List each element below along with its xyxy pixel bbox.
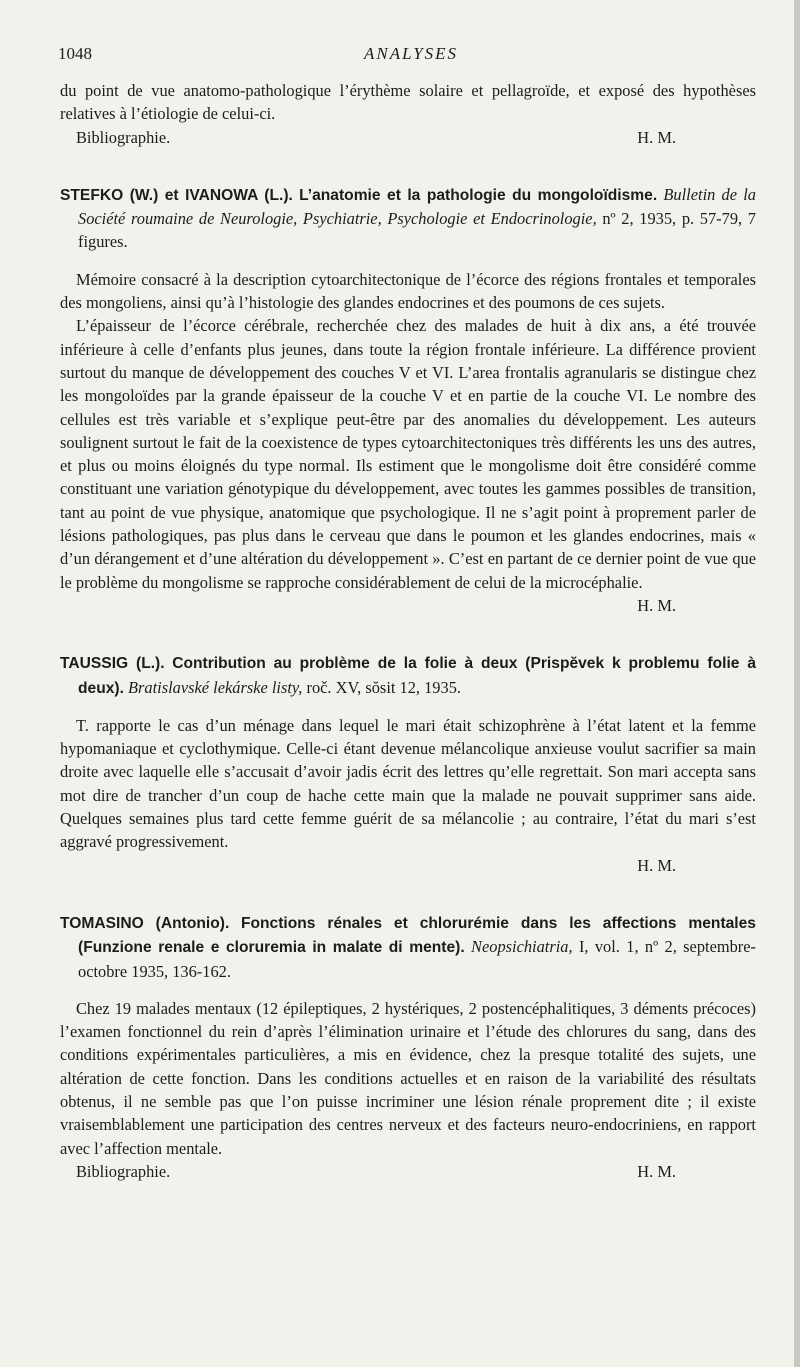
entry-heading xyxy=(60,651,756,700)
entry-signature-line xyxy=(60,594,756,617)
entry-paragraph: Chez 19 malades mentaux (12 épileptiques, 2 hystériques, 2 postencéphalitiques, 3 déments précoces) l’examen fonctionnel du rein d’après l’élimination urinaire et l’étude des chlorures du sang, dans des conditions expérimentales particulières, a mis en évidence, chez la presque totalité des sujets, une altération de cette fonction. Dans les conditions actuelles et en raison de la variabilité des résultats obtenus, il ne semble pas que l’on puisse incriminer une lésion rénale proprement dite ; il existe vraisemblablement une participation des centres nerveux et des facteurs neuro-endocriniens, en rapport avec l’affection mentale. xyxy=(60,998,756,1158)
intro-signature: H. M. xyxy=(637,127,676,147)
running-head: ANALYSES xyxy=(363,44,459,63)
entry-title: Contribution au problème de la folie à deux (Prispĕvek k problemu folie à deux). xyxy=(78,655,757,697)
entry-title: Fonctions rénales et chlorurémie dans les affections mentales (Funzione renale e cloruremia in malate di mente). xyxy=(78,914,756,957)
entry-signature: H. M. xyxy=(637,1161,676,1181)
intro-signature-line xyxy=(60,126,756,149)
entry-paragraph: T. rapporte le cas d’un ménage dans lequel le mari était schizophrène à l’état latent et la femme hypomaniaque et cyclothymique. Celle-ci étant devenue mélancolique anxieuse voulut sacrifier sa main droite avec laquelle elle s’accusait d’avoir jadis écrit des lettres qu’elle regrettait. Son mari accepta sans mot dire de trancher d’un coup de hache cette main que la malade ne pouvait supprimer sans aide. Quelques semaines plus tard cette femme guérit de sa mélancolie ; au contraire, l’état du mari s’est aggravé progressivement. xyxy=(60,715,756,852)
entry-source: Neopsichiatria, xyxy=(471,937,573,957)
entry-paragraph: Mémoire consacré à la description cytoarchitectonique de l’écorce des régions frontales et temporales des mongoliens, ainsi qu’à l’histologie des glandes endocrines et des poumons de ces sujets. xyxy=(60,269,756,313)
review-entry-stefko xyxy=(60,183,756,617)
entry-authors: TAUSSIG (L.). xyxy=(60,655,165,673)
entry-authors: STEFKO (W.) et IVANOWA (L.). xyxy=(60,186,293,204)
entry-details: nº 2, 1935, p. 57-79, 7 figures. xyxy=(78,209,756,252)
page-edge xyxy=(794,0,800,1367)
review-entry-tomasino xyxy=(60,911,756,1183)
page-header xyxy=(58,44,764,72)
entry-heading xyxy=(60,911,756,983)
entry-signature-line xyxy=(60,1160,756,1183)
entry-heading xyxy=(60,183,756,254)
entry-details: I, vol. 1, nº 2, septembre-octobre 1935, 136-162. xyxy=(78,937,756,981)
entry-paragraph: L’épaisseur de l’écorce cérébrale, recherchée chez des malades de huit à dix ans, a été trouvée inférieure à celle d’enfants plus jeunes, dans toute la région frontale inférieure. La différence provient surtout du manque de développement des couches V et VI. L’area frontalis agranularis se distingue chez les mongoloïdes par la grande épaisseur de la couche V et en partie de la couche VI. Le nombre des cellules est très variable et s’explique peut-être par des anomalies du développement. Les auteurs soulignent surtout le fait de la coexistence de types cytoarchitectoniques très différents les uns des autres, et plus ou moins éloignés du type normal. Ils estiment que le mongolisme doit être considéré comme constituant une variation génotypique du développement, avec toutes les gammes possibles de transition, tant au point de vue physique, anatomique que psychologique. Il ne s’agit point à proprement parler de lésions pathologiques, pas plus dans le cerveau que dans le poumon et les glandes endocrines, mais « d’un dérangement et d’une altération du développement ». C’est en partant de ce dernier point de vue que le problème du mongolisme se rapproche considérablement de celui de la microcéphalie. xyxy=(60,316,756,592)
page-content xyxy=(60,79,756,1183)
entry-source: Bratislavské lekárske listy, xyxy=(128,677,303,697)
entry-details: roč. XV, sŏsit 12, 1935. xyxy=(306,677,461,697)
entry-signature: H. M. xyxy=(637,855,676,875)
review-entry-taussig xyxy=(60,651,756,877)
entry-signature: H. M. xyxy=(637,595,676,615)
entry-source: Bulletin de la Société roumaine de Neurologie, Psychiatrie, Psychologie et Endocrinologie, xyxy=(78,184,756,229)
entry-authors: TOMASINO (Antonio). xyxy=(60,914,230,932)
entry-title: L’anatomie et la pathologie du mongoloïdisme. xyxy=(299,186,658,204)
intro-bibliography: Bibliographie. xyxy=(76,127,171,147)
entry-signature-line xyxy=(60,854,756,877)
intro-text: du point de vue anatomo-pathologique l’érythème solaire et pellagroïde, et exposé des hypothèses relatives à l’étiologie de celui-ci. xyxy=(60,81,756,124)
entry-bibliography: Bibliographie. xyxy=(76,1161,171,1181)
page-number: 1048 xyxy=(58,44,92,63)
